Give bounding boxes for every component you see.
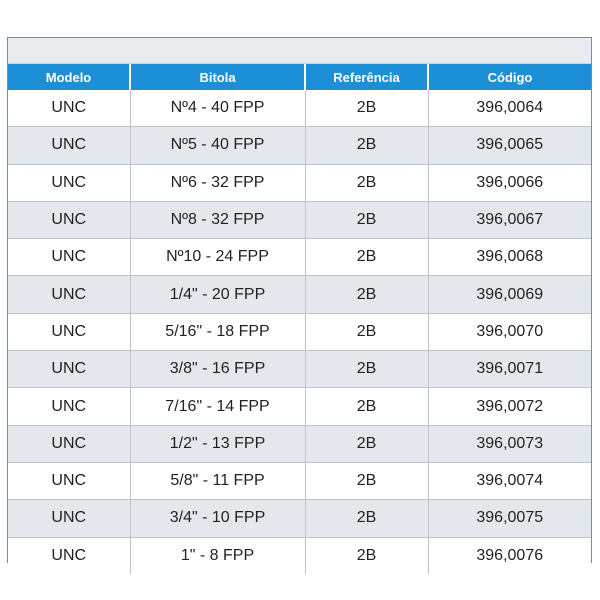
cell-modelo: UNC xyxy=(8,164,130,201)
table-row xyxy=(8,351,591,388)
header-codigo: Código xyxy=(428,64,591,90)
table-row xyxy=(8,537,591,574)
table-row xyxy=(8,239,591,276)
table-row xyxy=(8,313,591,350)
cell-modelo: UNC xyxy=(8,388,130,425)
cell-codigo: 396,0069 xyxy=(428,276,591,313)
cell-modelo: UNC xyxy=(8,537,130,574)
cell-modelo: UNC xyxy=(8,500,130,537)
cell-modelo: UNC xyxy=(8,351,130,388)
table-top-band xyxy=(8,38,591,64)
header-modelo: Modelo xyxy=(8,64,130,90)
cell-bitola: Nº6 - 32 FPP xyxy=(130,164,305,201)
cell-referencia: 2B xyxy=(305,351,428,388)
cell-bitola: 1/2" - 13 FPP xyxy=(130,425,305,462)
cell-codigo: 396,0076 xyxy=(428,537,591,574)
cell-codigo: 396,0073 xyxy=(428,425,591,462)
header-row xyxy=(8,64,591,90)
cell-referencia: 2B xyxy=(305,388,428,425)
cell-codigo: 396,0066 xyxy=(428,164,591,201)
cell-bitola: Nº10 - 24 FPP xyxy=(130,239,305,276)
cell-bitola: Nº4 - 40 FPP xyxy=(130,90,305,127)
table-row xyxy=(8,276,591,313)
table-row xyxy=(8,127,591,164)
table-row xyxy=(8,201,591,238)
cell-referencia: 2B xyxy=(305,537,428,574)
spec-table-frame xyxy=(7,37,592,563)
cell-bitola: 7/16" - 14 FPP xyxy=(130,388,305,425)
cell-bitola: 5/16" - 18 FPP xyxy=(130,313,305,350)
table-row xyxy=(8,388,591,425)
cell-modelo: UNC xyxy=(8,201,130,238)
cell-bitola: 3/8" - 16 FPP xyxy=(130,351,305,388)
cell-bitola: Nº5 - 40 FPP xyxy=(130,127,305,164)
table-row xyxy=(8,425,591,462)
cell-bitola: 3/4" - 10 FPP xyxy=(130,500,305,537)
cell-modelo: UNC xyxy=(8,313,130,350)
spec-table xyxy=(8,64,591,574)
cell-referencia: 2B xyxy=(305,201,428,238)
cell-codigo: 396,0065 xyxy=(428,127,591,164)
cell-bitola: Nº8 - 32 FPP xyxy=(130,201,305,238)
header-bitola: Bitola xyxy=(130,64,305,90)
cell-modelo: UNC xyxy=(8,90,130,127)
cell-referencia: 2B xyxy=(305,462,428,499)
cell-bitola: 1" - 8 FPP xyxy=(130,537,305,574)
cell-referencia: 2B xyxy=(305,127,428,164)
cell-codigo: 396,0075 xyxy=(428,500,591,537)
table-row xyxy=(8,462,591,499)
cell-referencia: 2B xyxy=(305,313,428,350)
cell-referencia: 2B xyxy=(305,425,428,462)
cell-codigo: 396,0074 xyxy=(428,462,591,499)
cell-modelo: UNC xyxy=(8,127,130,164)
cell-bitola: 5/8" - 11 FPP xyxy=(130,462,305,499)
cell-codigo: 396,0064 xyxy=(428,90,591,127)
cell-modelo: UNC xyxy=(8,239,130,276)
cell-referencia: 2B xyxy=(305,90,428,127)
table-row xyxy=(8,164,591,201)
table-header xyxy=(8,64,591,90)
table-row xyxy=(8,90,591,127)
cell-referencia: 2B xyxy=(305,500,428,537)
cell-bitola: 1/4" - 20 FPP xyxy=(130,276,305,313)
cell-referencia: 2B xyxy=(305,239,428,276)
cell-codigo: 396,0072 xyxy=(428,388,591,425)
cell-codigo: 396,0068 xyxy=(428,239,591,276)
table-row xyxy=(8,500,591,537)
cell-referencia: 2B xyxy=(305,276,428,313)
cell-codigo: 396,0067 xyxy=(428,201,591,238)
cell-codigo: 396,0070 xyxy=(428,313,591,350)
cell-modelo: UNC xyxy=(8,425,130,462)
header-referencia: Referência xyxy=(305,64,428,90)
table-body xyxy=(8,90,591,574)
cell-referencia: 2B xyxy=(305,164,428,201)
cell-modelo: UNC xyxy=(8,462,130,499)
cell-codigo: 396,0071 xyxy=(428,351,591,388)
cell-modelo: UNC xyxy=(8,276,130,313)
